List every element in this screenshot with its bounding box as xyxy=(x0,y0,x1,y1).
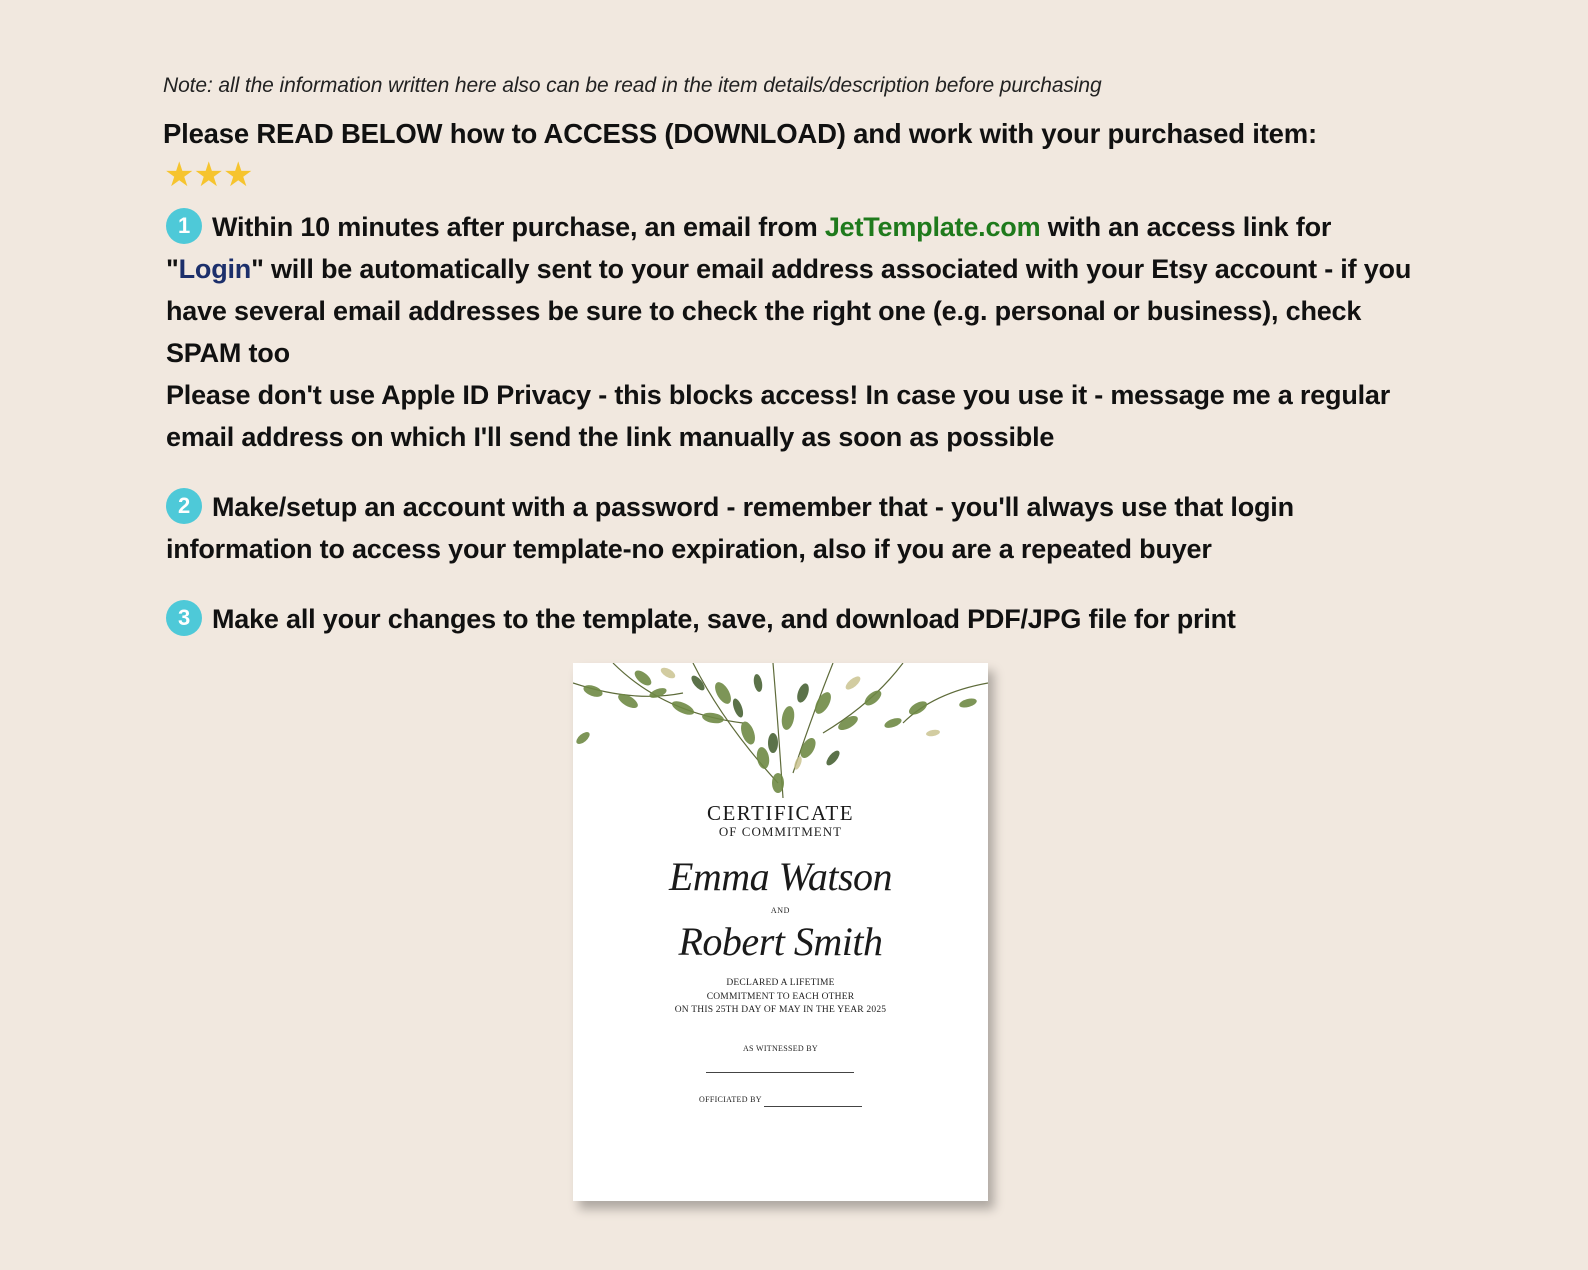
brand-link: JetTemplate.com xyxy=(824,212,1041,242)
certificate-declaration xyxy=(573,977,988,1018)
step-1-text-c: " will be automatically sent to your email address associated with your Etsy account - if you have several email addresses be sure to check the right one (e.g. personal or business), check SPAM too xyxy=(166,254,1412,368)
leaf-garland-icon xyxy=(573,663,988,803)
certificate-preview xyxy=(573,663,988,1201)
certificate-and: AND xyxy=(770,906,791,915)
certificate-name-2: Robert Smith xyxy=(678,919,883,964)
note-text: Note: all the information written here also can be read in the item details/description before purchasing xyxy=(163,74,1102,97)
step-3 xyxy=(166,598,1426,640)
declaration-line-3: ON THIS 25TH DAY OF MAY IN THE YEAR 2025 xyxy=(674,1005,887,1015)
step-2 xyxy=(166,486,1426,570)
step-1-text-d: Please don't use Apple ID Privacy - this blocks access! In case you use it - message me a regular email address on which I'll send the link manually as soon as possible xyxy=(166,380,1391,452)
witness-signature-line xyxy=(706,1072,854,1073)
officiant-signature-line xyxy=(764,1106,862,1107)
step-1-text-a: Within 10 minutes after purchase, an email from xyxy=(212,212,825,242)
certificate-name-1: Emma Watson xyxy=(668,854,893,899)
step-1-text-b: with an access link for " xyxy=(166,212,1332,284)
step-number-1-icon: 1 xyxy=(166,208,202,244)
officiated-label: OFFICIATED BY xyxy=(699,1095,762,1104)
declaration-line-2: COMMITMENT TO EACH OTHER xyxy=(706,991,855,1002)
witnessed-label: AS WITNESSED BY xyxy=(742,1044,819,1053)
step-3-text: Make all your changes to the template, save, and download PDF/JPG file for print xyxy=(212,604,1236,634)
step-number-3-icon: 3 xyxy=(166,600,202,636)
step-1 xyxy=(166,206,1426,458)
certificate-title: CERTIFICATE xyxy=(706,801,855,825)
instructions-heading: Please READ BELOW how to ACCESS (DOWNLOAD) and work with your purchased item: xyxy=(163,118,1317,149)
step-number-2-icon: 2 xyxy=(166,488,202,524)
star-rating-icons: ★★★ xyxy=(164,156,253,194)
declaration-line-1: DECLARED A LIFETIME xyxy=(726,978,835,988)
login-text: Login xyxy=(178,254,252,284)
certificate-subtitle: OF COMMITMENT xyxy=(718,824,843,839)
step-2-text: Make/setup an account with a password - remember that - you'll always use that login information to access your template-no expiration, also if you are a repeated buyer xyxy=(166,492,1294,564)
